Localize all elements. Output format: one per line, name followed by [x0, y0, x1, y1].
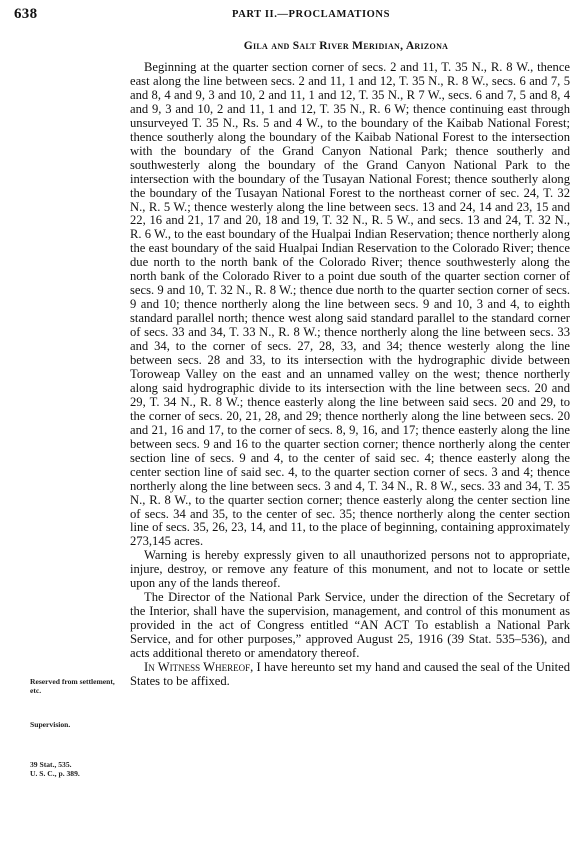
warning-paragraph: Warning is hereby expressly given to all unauthorized persons not to appropriate, injure, destroy, or remove any feature of this monument, and not to locate or settle upon any of the lands thereof. — [130, 548, 570, 591]
margin-note-reserved: Reserved from settlement, etc. — [30, 677, 115, 695]
margin-note-citation-stat: 39 Stat., 535. — [30, 760, 72, 769]
witness-rest: I have hereunto set my hand and caused the seal of the United States to be affixed. — [130, 659, 570, 688]
page-number: 638 — [14, 6, 38, 22]
boundary-description-paragraph: Beginning at the quarter section corner of secs. 2 and 11, T. 35 N., R. 8 W., thence east along the line between secs. 2 and 11, 1 and 12, T. 35 N., R. 8 W., secs. 6 and 7, 5 and 8, 4 and 9, 3 and 10, 2 and 11, 1 and 12, T. 35 N., R 7 W., secs. 6 and 7, 5 and 8, 4 and 9, 3 and 10, 2 and 11, 1 and 12, T. 35 N., R. 6 W; thence continuing east through unsurveyed T. 35 N., Rs. 5 and 4 W., to the boundary of the Kaibab National Forest; thence southerly along the boundary of the Kaibab National Forest to the intersection with the boundary of the Grand Canyon National Park; thence southerly and southwesterly along the boundary of the Grand Canyon National Park to the intersection with the boundary of the Tusayan National Forest; thence southerly along the boundary of the Tusayan National Forest to the northeast corner of sec. 24, T. 32 N., R. 5 W.; thence westerly along the line between secs. 13 and 24, 14 and 23, 15 and 22, 16 and 21, 17 and 20, 18 and 19, T. 32 N., R. 5 W., and secs. 13 and 24, T. 32 N., R. 6 W., to the east boundary of the Hualpai Indian Reservation; thence northerly along the east boundary of the said Hualpai Indian Reservation to the Colorado River; thence due north to the north bank of the Colorado River; thence southwesterly along the north bank of the Colorado River to a point due south of the quarter section corner of secs. 9 and 10, T. 32 N., R. 8 W.; thence due north to the quarter section corner of secs. 9 and 10; thence northerly along the line between secs. 9 and 10, 3 and 4, to eighth standard parallel north; thence west along said standard parallel to the standard corner of secs. 33 and 34, T. 33 N., R. 8 W.; thence northerly along the line between secs. 33 and 34, to the corner of secs. 27, 28, 33, and 34; thence westerly along the line between secs. 28 and 33, to its intersection with the hydrographic divide between Toroweap Valley on the east and an unnamed valley on the west; thence northerly along said hydrographic divide to its intersection with the line between secs. 20 and 29, T. 34 N., R. 8 W.; thence easterly along the line between said secs. 20 and 29, to the corner of secs. 20, 21, 28, and 29; thence northerly along the line between secs. 20 and 21, 16 and 17, to the corner of secs. 8, 9, 16, and 17; thence easterly along the line between secs. 9 and 16 to the quarter section corner; thence northerly along the center section line of secs. 9 and 4, to the center of said sec. 4; thence easterly along the center section line of said sec. 4, to the quarter section corner of secs. 3 and 4; thence northerly along the line between secs. 3 and 4, T. 34 N., R. 8 W., secs. 33 and 34, T. 35 N., R. 8 W., to the quarter section corner; thence easterly along the center section line of secs. 34 and 35, to the center of sec. 35; thence northerly along the center section line of secs. 35, 26, 23, 14, and 11, to the place of beginning, containing approximately 273,145 acres. — [130, 60, 570, 549]
main-text — [130, 61, 570, 689]
supervision-paragraph: The Director of the National Park Service, under the direction of the Secretary of the Interior, shall have the supervision, management, and control of this monument as provided in the act of Congress entitled “AN ACT To establish a National Park Service, and for other purposes,” approved August 25, 1916 (39 Stat. 535–536), and acts additional thereto or amendatory thereof. — [130, 590, 570, 661]
section-heading: Gila and Salt River Meridian, Arizona — [243, 40, 449, 52]
margin-note-citation — [30, 760, 126, 778]
running-head: PART II.—PROCLAMATIONS — [231, 9, 391, 20]
witness-paragraph — [130, 661, 570, 689]
margin-note-citation-usc: U. S. C., p. 389. — [30, 769, 80, 778]
margin-note-supervision: Supervision. — [30, 720, 71, 729]
witness-lead: In Witness Whereof, — [144, 659, 254, 674]
